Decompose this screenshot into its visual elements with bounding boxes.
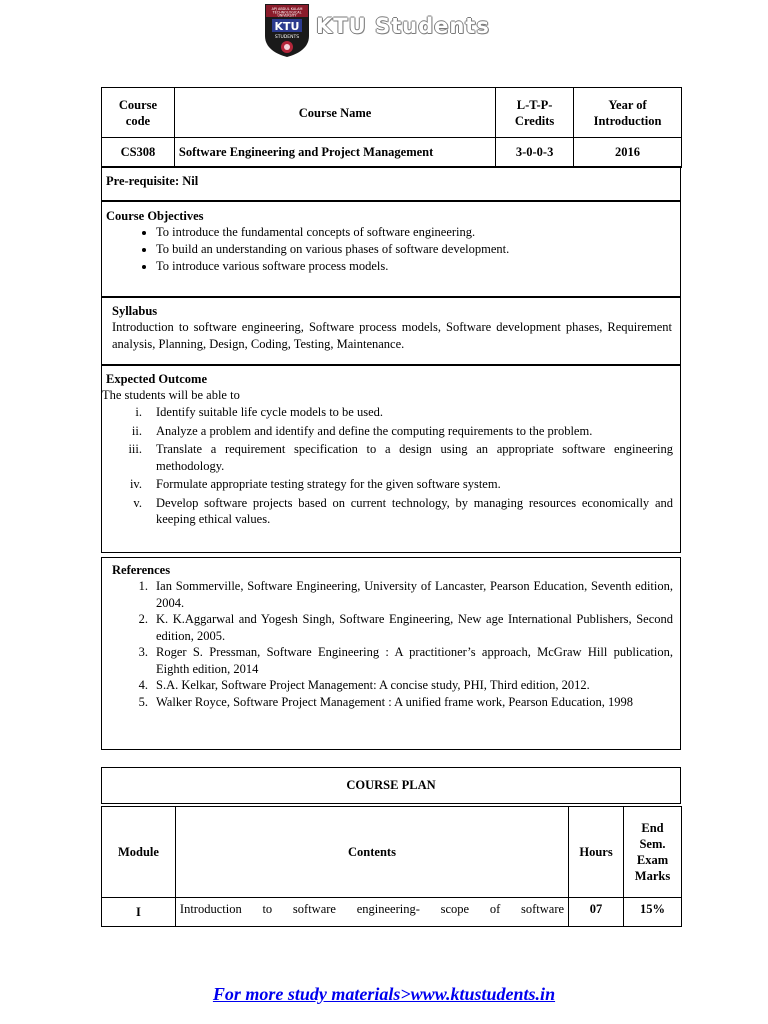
- list-marker: 1.: [138, 579, 148, 593]
- course-info-table: [101, 87, 682, 168]
- header-ltp-credits: L-T-P- Credits: [496, 88, 574, 138]
- list-text: Develop software projects based on current technology, by managing resources economically and keeping ethical values.: [156, 495, 673, 526]
- list-item: • To introduce various software process models.: [156, 258, 676, 275]
- prerequisite-text: Pre-requisite: Nil: [106, 174, 199, 188]
- list-marker: ii.: [131, 423, 142, 438]
- list-text: Identify suitable life cycle models to be used.: [156, 405, 384, 419]
- outcome-intro: The students will be able to: [102, 388, 240, 402]
- list-text: S.A. Kelkar, Software Project Management: A concise study, PHI, Third edition, 2012.: [156, 678, 590, 692]
- course-plan-title: COURSE PLAN: [346, 778, 436, 792]
- list-item: [106, 476, 680, 493]
- list-marker: i.: [135, 405, 142, 419]
- syllabus-title: Syllabus: [112, 304, 158, 318]
- syllabus-section: [101, 297, 681, 365]
- objectives-section: [101, 201, 681, 297]
- list-item: [106, 441, 680, 474]
- outcome-list: [106, 404, 680, 528]
- list-text: Analyze a problem and identify and define the computing requirements to the problem.: [156, 423, 593, 438]
- references-section: [101, 557, 681, 750]
- outcome-section: [101, 365, 681, 553]
- logo-students: STUDENTS: [274, 35, 300, 40]
- header-contents: Contents: [175, 807, 568, 898]
- list-item: [106, 495, 680, 528]
- list-text: Translate a requirement specification to a design using an appropriate software engineering methodology.: [156, 442, 673, 473]
- ltp-value: 3-0-0-3: [496, 138, 574, 168]
- footer-link[interactable]: For more study materials>www.ktustudents.in: [212, 984, 556, 1004]
- marks-value: 15%: [624, 898, 682, 927]
- references-title: References: [112, 563, 171, 577]
- list-item: • To build an understanding on various phases of software development.: [156, 241, 676, 258]
- list-item: • To introduce the fundamental concepts of software engineering.: [156, 224, 676, 241]
- ktu-logo: [262, 2, 312, 58]
- references-list: [112, 578, 680, 710]
- logo-line-3: UNIVERSITY: [277, 13, 297, 18]
- course-name-value: Software Engineering and Project Management: [174, 138, 495, 168]
- course-code-value: CS308: [102, 138, 175, 168]
- logo-line-1: APJ ABDUL KALAM: [271, 7, 303, 11]
- brand-name: KTU Students: [316, 14, 490, 38]
- list-marker: iv.: [129, 477, 142, 491]
- list-item: [112, 677, 680, 694]
- list-marker: 4.: [138, 678, 148, 692]
- year-value: 2016: [574, 138, 682, 168]
- objectives-list: [106, 224, 676, 275]
- outcome-title: Expected Outcome: [106, 372, 208, 386]
- course-plan-table: [101, 806, 682, 927]
- list-text: Walker Royce, Software Project Management : A unified frame work, Pearson Education, 1998: [156, 694, 633, 709]
- header-year: Year of Introduction: [574, 88, 682, 138]
- list-item: [112, 578, 680, 611]
- list-text: Roger S. Pressman, Software Engineering : A practitioner’s approach, McGraw Hill publication, Eighth edition, 2014: [156, 645, 673, 676]
- header-module: Module: [102, 807, 176, 898]
- list-item: [112, 611, 680, 644]
- logo-ktu: KTU: [274, 20, 300, 33]
- contents-value: Introduction to software engineering- scope of software: [175, 898, 568, 927]
- header-course-name: Course Name: [174, 88, 495, 138]
- header-course-code: Course code: [102, 88, 175, 138]
- list-item: [106, 404, 680, 421]
- objectives-title: Course Objectives: [106, 209, 204, 223]
- list-marker: 3.: [138, 645, 148, 659]
- list-item: [106, 423, 680, 440]
- list-marker: 2.: [138, 612, 148, 626]
- list-text: Formulate appropriate testing strategy for the given software system.: [156, 477, 501, 491]
- list-item: [112, 644, 680, 677]
- course-plan-title-box: [101, 767, 681, 804]
- list-text: K. K.Aggarwal and Yogesh Singh, Software Engineering, New age International Publishers, Second edition, 2005.: [156, 612, 673, 643]
- list-marker: 5.: [138, 694, 148, 709]
- header-marks: End Sem. Exam Marks: [624, 807, 682, 898]
- module-value: I: [102, 898, 176, 927]
- list-text: Ian Sommerville, Software Engineering, University of Lancaster, Pearson Education, Seventh edition, 2004.: [156, 579, 673, 610]
- list-marker: iii.: [128, 442, 142, 456]
- hours-value: 07: [569, 898, 624, 927]
- syllabus-text: Introduction to software engineering, Software process models, Software development phases, Requirement analysis, Planning, Design, Coding, Testing, Maintenance.: [112, 320, 672, 351]
- list-marker: v.: [133, 495, 142, 510]
- header-hours: Hours: [569, 807, 624, 898]
- prerequisite-section: [101, 166, 681, 201]
- list-item: [112, 694, 680, 711]
- logo-line-2: TECHNOLOGICAL: [272, 10, 302, 15]
